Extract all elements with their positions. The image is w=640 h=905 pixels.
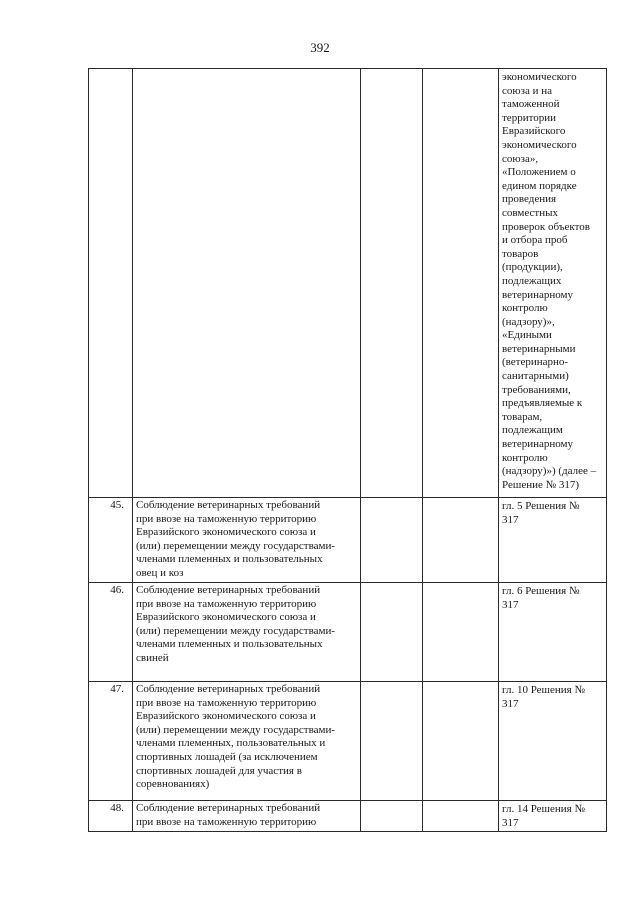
requirement-cell (133, 498, 361, 583)
row-number: 48. (89, 801, 133, 832)
table-row (89, 801, 607, 832)
num-cell (89, 69, 133, 498)
empty-cell (423, 682, 499, 801)
reference-text: экономического союза и на таможенной территории Евразийского экономического союза», «Положением о едином порядке проведения совместных проверок объектов и отбора проб товаров (продукции), подлежащих ветеринарному контролю (надзору)», «Едиными ветеринарными (ветеринарно- санитарными) требованиями, предъявляемые к товарам, подлежащим ветеринарному контролю (надзору)») (далее – Решение № 317) (502, 71, 597, 491)
table-row (89, 498, 607, 583)
requirement-text: Соблюдение ветеринарных требований при ввозе на таможенную территорию (136, 802, 321, 828)
empty-cell (361, 498, 423, 583)
empty-cell (361, 682, 423, 801)
row-number: 45. (89, 498, 133, 583)
empty-cell (423, 583, 499, 682)
reference-text: гл. 6 Решения № 317 (502, 585, 580, 611)
empty-cell (423, 498, 499, 583)
requirements-table (88, 68, 607, 832)
row-number: 46. (89, 583, 133, 682)
row-number: 47. (89, 682, 133, 801)
empty-cell (361, 69, 423, 498)
requirement-cell (133, 69, 361, 498)
reference-cell (499, 801, 607, 832)
empty-cell (423, 801, 499, 832)
reference-text: гл. 5 Решения № 317 (502, 500, 580, 526)
requirement-cell (133, 583, 361, 682)
requirement-cell (133, 801, 361, 832)
empty-cell (361, 583, 423, 682)
table-row-continuation (89, 69, 607, 498)
requirement-text: Соблюдение ветеринарных требований при ввозе на таможенную территорию Евразийского экономического союза и (или) перемещении между государствами- членами племенных и пользовательных овец и коз (136, 499, 336, 579)
empty-cell (361, 801, 423, 832)
requirement-cell (133, 682, 361, 801)
reference-cell (499, 498, 607, 583)
requirement-text: Соблюдение ветеринарных требований при ввозе на таможенную территорию Евразийского экономического союза и (или) перемещении между государствами- членами племенных и пользовательных свиней (136, 584, 336, 664)
empty-cell (423, 69, 499, 498)
page-number: 392 (310, 40, 330, 55)
requirement-text: Соблюдение ветеринарных требований при ввозе на таможенную территорию Евразийского экономического союза и (или) перемещении между государствами- членами племенных, пользовательных и спортивных лошадей (за исключением спортивных лошадей для участия в соревнованиях) (136, 683, 336, 791)
reference-cell (499, 69, 607, 498)
reference-cell (499, 682, 607, 801)
reference-text: гл. 10 Решения № 317 (502, 684, 585, 710)
reference-cell (499, 583, 607, 682)
reference-text: гл. 14 Решения № 317 (502, 803, 585, 829)
table-row (89, 583, 607, 682)
table-row (89, 682, 607, 801)
